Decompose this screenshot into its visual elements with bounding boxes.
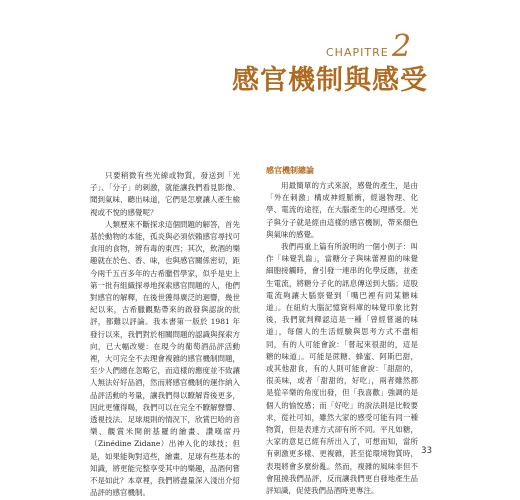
- section-heading: 感官機制總論: [266, 165, 314, 175]
- paragraph: 人類歷來不斷探求這個問題的解答，首先基於動物的本能，孤炎與必須依賴感官尋找可食用的食物，辨有毒的東西；其次，飲酒的樂趣就在於色、香、味，也與感官關係密切，距今兩千五百多年的古希臘哲學家，似乎是史上第一批有組織探尋地探索感官問題的人，他們對感官的解釋，在後世獲得廣泛的迴響，幾世紀以來，古希臘觀點帶來的啟發與認說的批評，都難以評論。我本書第一版於 1981 年發行以來，我們對於相關問題的認識與探索方向，已大幅改變：在現今的葡萄酒品評活動裡，大可完全不去理會複雜的感官機制問題，至少人們總在忽略它，而這樣的應度並不致讓人無法好好品酒，然而將感官機制的運作納入品評活動的考量，讓我們得以瞭解背後更多，因此更懂得喝，我們可以在完全不瞭解聲響、透視技法、足球規則的情況下，欣賞巴哈的音樂、觀賞米開朗基羅的繪畫、讚嘆席丹（Zinédine Zidane）出神入化的球技；但是，如果能夠對這些，繪畫、足球有些基本的知識，將更能完整享受其中的樂趣，品酒何嘗不是如此？本章裡，我們將盡量深入淺出介紹品評的感官機制。: [90, 219, 240, 498]
- right-column: [266, 180, 418, 497]
- paragraph: 我們再重上篇有所說明的一個小例子：叫作「味覺乳齒」，當糖分子與味蕾裡面的味覺細胞接觸時，會引發一連串的化學反應，並產生電流，將糖分子化的訊息傳送到大腦；這股電流夠讓大腦察覺到「嘴巴裡有同某糖味道」。在紐約大腦記憶資料庫的味覺印象比對後，我們就判釋認這是一種「曾經嘗過的味道」，每個人的生活經驗與思考方式不盡相同，有的人可能會說：「嘗起來很甜的，這是糖的味道」。可能是蔗糖、蜂蜜、阿斯巴甜，或其他甜食，有的人則可能會說：「甜甜的，很美味，或者「甜甜的，好吃」，兩者雖然都是從辛樂的角度出發，但「我喜歡」強調的是個人的愉悅感；而「好吃」的說法則是比較要求，從社可如，雖然大家的感受可能有同一種物質，但是表達方式卻有所不同。平凡如糖，大家的意見已經有所出入了，可想而知，當所有刺激更多樣、更複雜，甚至從環境物質時，表現將會多麼紛亂。然而，複雜的風味非但不會阻撓我們品評，反而讓我們更自發地產生品評知識，促使我們品酒時更專注。: [266, 242, 418, 496]
- paragraph: 用最簡單的方式來說，感覺的產生，是由「外在刺激」構成神經脈衝，經過物理、化學、電流的途徑，在大腦產生的心理感受。光子與分子就是經由這樣的感官機制，帶來顏色與氣味的感覺。: [266, 181, 418, 239]
- left-column: [90, 170, 240, 499]
- chapter-title: 感官機制與感受: [232, 65, 428, 96]
- page-number: 33: [421, 446, 432, 456]
- paragraph: 只要稍微有些光線或物質，發送到「光子」、「分子」的刺激，就能讓我們看見影像、聞到氣味、聽出味道，它們是怎麼讓人產生檢視或不悅的感覺呢？: [90, 171, 240, 217]
- chapter-number: 2: [392, 29, 412, 64]
- chapter-word: CHAPITRE: [326, 46, 389, 59]
- chapter-marker: [326, 29, 430, 68]
